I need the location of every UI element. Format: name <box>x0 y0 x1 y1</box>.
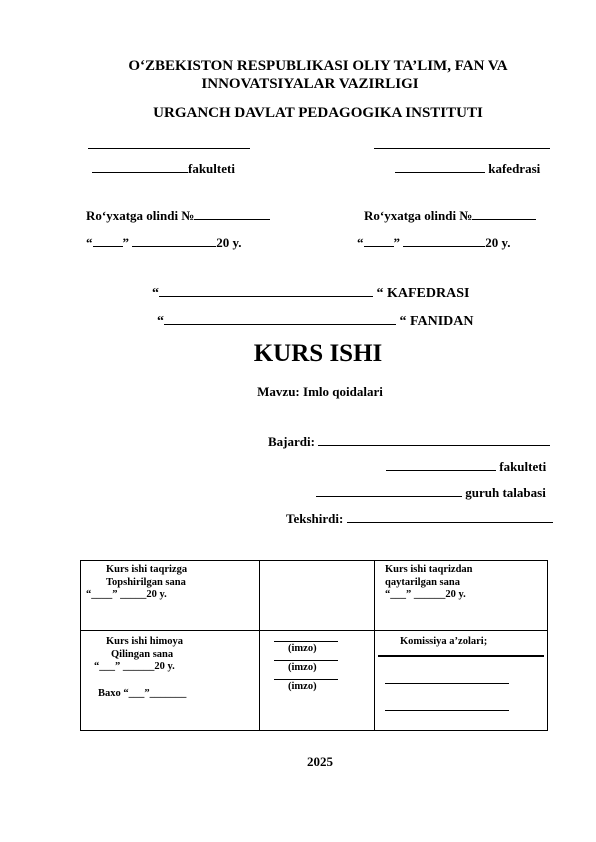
returned-date: “___” ______20 y. <box>385 589 466 600</box>
department-open-quote: “ <box>152 286 159 301</box>
document-title: KURS ISHI <box>253 340 383 367</box>
month-blank-left <box>132 245 216 247</box>
department-suffix: kafedrasi <box>488 161 541 176</box>
month-blank-right <box>403 245 485 247</box>
day-blank-left <box>93 245 123 247</box>
registration-number-blank-left <box>194 218 270 220</box>
faculty-suffix: fakulteti <box>188 161 235 176</box>
returned-line2: qaytarilgan sana <box>385 576 460 588</box>
department-line <box>152 286 469 302</box>
subject-suffix-label: “ FANIDAN <box>399 314 474 329</box>
topic-line: Mavzu: Imlo qoidalari <box>257 384 383 399</box>
student-faculty-field <box>386 459 546 475</box>
defense-line1: Kurs ishi himoya <box>106 636 184 647</box>
registration-date-right <box>357 235 511 251</box>
defense-cell <box>81 631 260 731</box>
subject-open-quote: “ <box>157 314 164 329</box>
commission-line-3 <box>385 710 509 711</box>
performed-by-field <box>268 434 550 450</box>
signature-label-3: (imzo) <box>288 681 317 692</box>
faculty-blank <box>92 171 188 173</box>
checked-by-label: Tekshirdi: <box>286 511 344 526</box>
commission-label: Komissiya a’zolari; <box>400 636 488 647</box>
performed-by-blank <box>318 444 550 446</box>
year-suffix-left: 20 y. <box>216 235 242 250</box>
grade-line: Baxo “___”_______ <box>98 687 187 699</box>
student-faculty-blank <box>386 469 496 471</box>
department-name-blank <box>159 295 373 297</box>
checked-by-field <box>286 511 553 527</box>
group-field <box>316 485 546 501</box>
empty-cell <box>260 561 375 631</box>
commission-line-2 <box>385 683 509 684</box>
quote-close-left: ” <box>122 235 129 250</box>
institute-name: URGANCH DAVLAT PEDAGOGIKA INSTITUTI <box>153 105 483 121</box>
review-table <box>80 560 548 731</box>
submitted-line2: Topshirilgan sana <box>106 576 186 588</box>
registration-date-left <box>86 235 242 251</box>
signature-label-2: (imzo) <box>288 662 317 673</box>
department-field <box>395 161 540 177</box>
department-blank <box>395 171 485 173</box>
quote-open-right: “ <box>357 235 364 250</box>
year-suffix-right: 20 y. <box>485 235 511 250</box>
defense-line2: Qilingan sana <box>111 648 174 660</box>
faculty-field <box>92 161 235 177</box>
submitted-date: “____” _____20 y. <box>86 589 167 600</box>
registration-label-left: Ro‘yxatga olindi № <box>86 208 195 223</box>
quote-open-left: “ <box>86 235 93 250</box>
defense-date: “___” ______20 y. <box>94 661 175 672</box>
registration-right <box>364 208 536 224</box>
signature-label-1: (imzo) <box>288 643 317 654</box>
returned-line1: Kurs ishi taqrizdan <box>385 564 473 575</box>
department-suffix-label: “ KAFEDRASI <box>376 286 470 301</box>
subject-line <box>157 314 474 330</box>
registration-label-right: Ro‘yxatga olindi № <box>364 208 473 223</box>
group-suffix: guruh talabasi <box>465 485 546 500</box>
submitted-line1: Kurs ishi taqrizga <box>106 564 188 575</box>
ministry-line-2: INNOVATSIYALAR VAZIRLIGI <box>201 76 419 92</box>
blank-line-left <box>88 148 250 149</box>
registration-left <box>86 208 270 224</box>
registration-number-blank-right <box>472 218 536 220</box>
commission-cell <box>375 631 548 731</box>
student-faculty-suffix: fakulteti <box>499 459 547 474</box>
signatures-cell <box>260 631 375 731</box>
blank-line-right <box>374 148 550 149</box>
group-blank <box>316 495 462 497</box>
performed-by-label: Bajardi: <box>268 434 315 449</box>
ministry-line-1: O‘ZBEKISTON RESPUBLIKASI OLIY TA’LIM, FAN VA <box>128 58 508 74</box>
document-year: 2025 <box>307 754 333 769</box>
commission-line-1 <box>378 655 544 657</box>
day-blank-right <box>364 245 394 247</box>
quote-close-right: ” <box>393 235 400 250</box>
subject-name-blank <box>164 323 396 325</box>
checked-by-blank <box>347 521 553 523</box>
returned-cell <box>375 561 548 631</box>
submitted-cell <box>81 561 260 631</box>
